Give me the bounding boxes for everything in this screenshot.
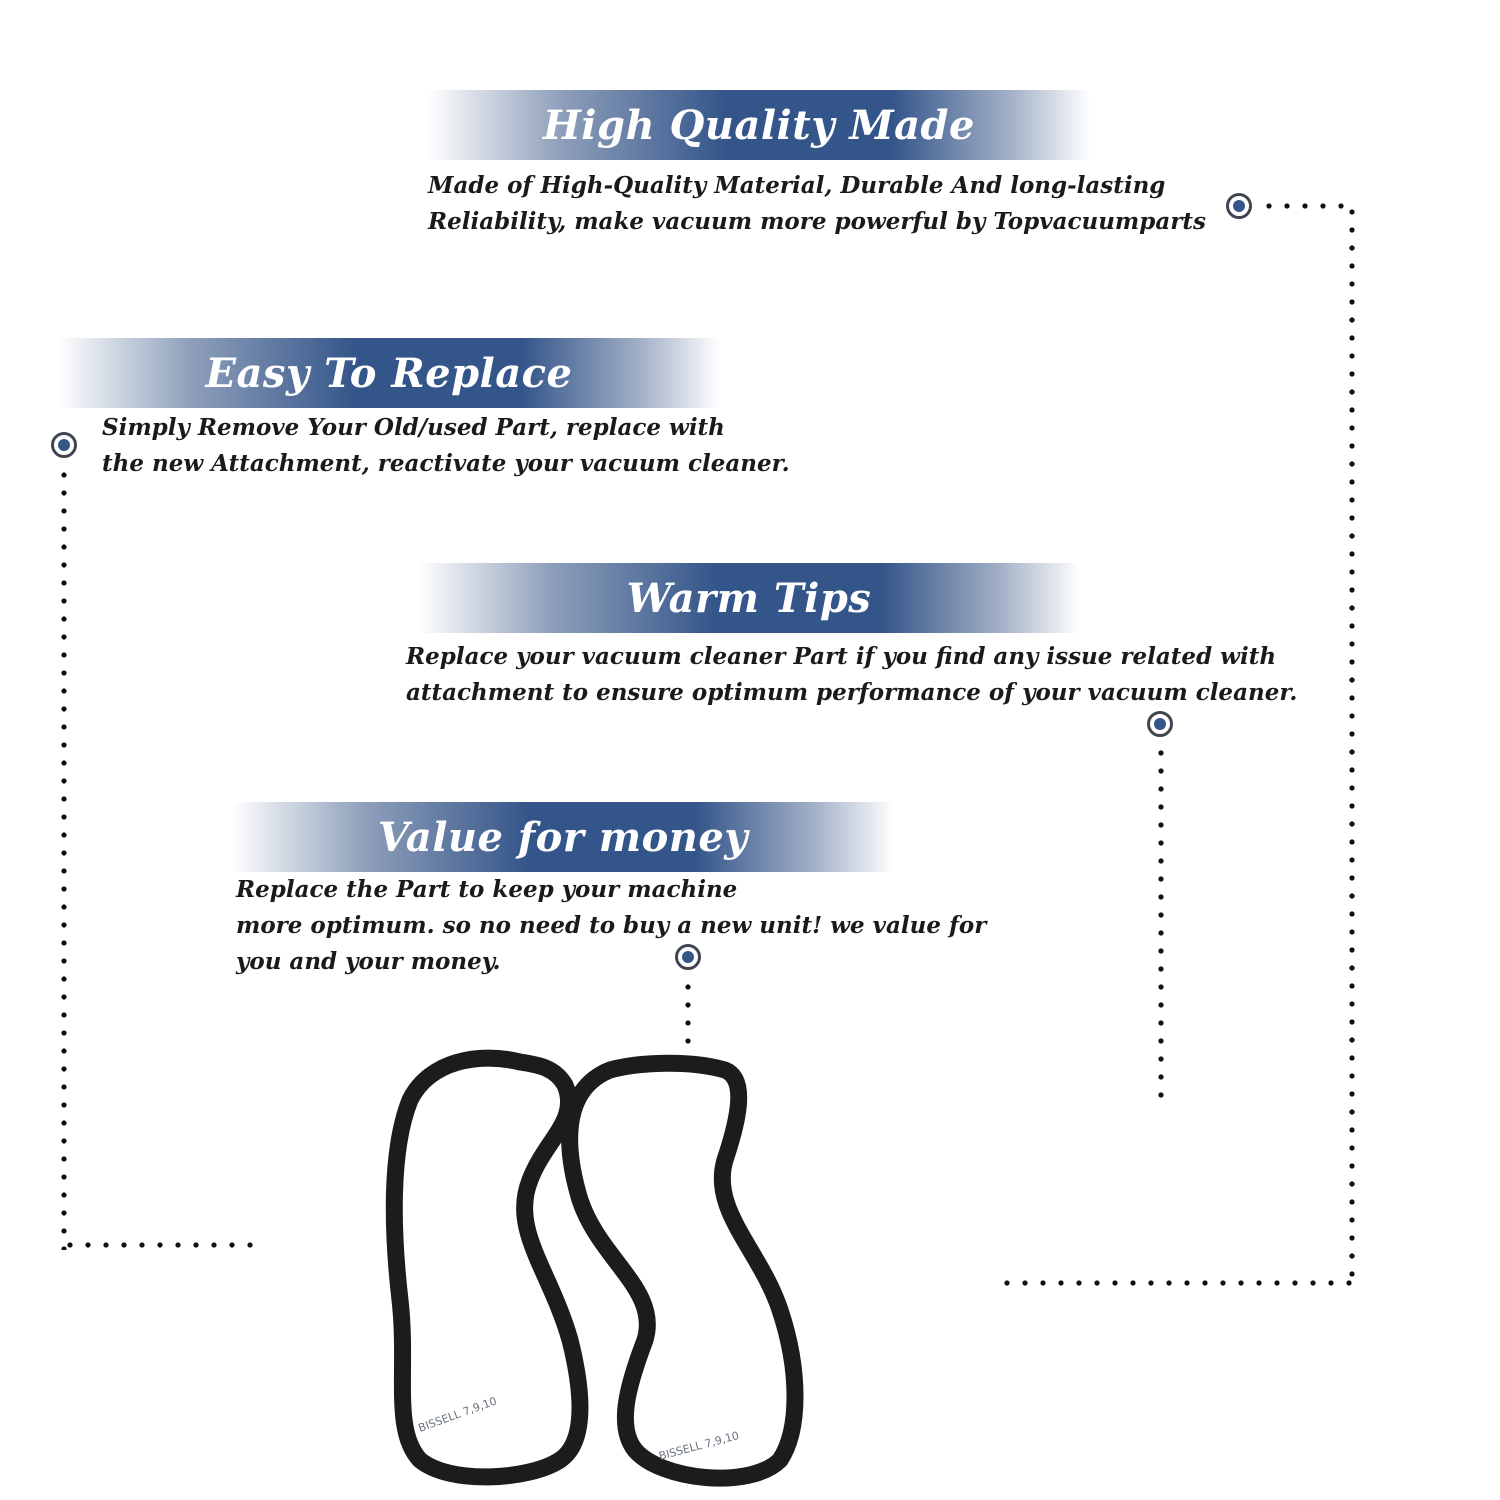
dotted-connector — [61, 1242, 265, 1248]
marker-dot-icon — [1226, 193, 1252, 219]
banner-warm-tips — [418, 563, 1080, 633]
section-title-high-quality: High Quality Made — [543, 101, 975, 149]
text-line: Reliability, make vacuum more powerful by Topvacuumparts — [428, 208, 1206, 235]
marker-dot-icon — [675, 944, 701, 970]
dotted-connector — [998, 1280, 1356, 1286]
banner-easy-replace — [58, 338, 720, 408]
text-line: the new Attachment, reactivate your vacuum cleaner. — [102, 450, 790, 477]
belt-print-text: BISSELL 7,9,10 — [416, 1394, 499, 1435]
dotted-connector — [61, 466, 67, 1250]
belt-print-text: BISSELL 7,9,10 — [657, 1429, 741, 1463]
section-text-warm-tips — [406, 639, 1297, 711]
vacuum-belt-image — [330, 1040, 890, 1490]
marker-dot-icon — [1147, 711, 1173, 737]
text-line: you and your money. — [236, 948, 501, 975]
marker-dot-icon — [51, 432, 77, 458]
section-title-value-money: Value for money — [377, 813, 749, 861]
banner-value-money — [232, 802, 894, 872]
dotted-connector — [1260, 203, 1356, 209]
text-line: Replace your vacuum cleaner Part if you find any issue related with — [406, 643, 1277, 670]
section-title-warm-tips: Warm Tips — [626, 574, 872, 622]
text-line: Simply Remove Your Old/used Part, replace with — [102, 414, 725, 441]
text-line: Replace the Part to keep your machine — [236, 876, 738, 903]
belt-icon — [330, 1040, 890, 1490]
text-line: more optimum. so no need to buy a new unit! we value for — [236, 912, 987, 939]
dotted-connector — [1349, 203, 1355, 1288]
text-line: attachment to ensure optimum performance of your vacuum cleaner. — [406, 679, 1298, 706]
section-title-easy-replace: Easy To Replace — [205, 349, 573, 397]
text-line: Made of High-Quality Material, Durable And long-lasting — [428, 172, 1166, 199]
section-text-easy-replace — [102, 410, 790, 482]
section-text-high-quality — [428, 168, 1206, 240]
banner-high-quality — [428, 90, 1090, 160]
dotted-connector — [1158, 744, 1164, 1104]
section-text-value-money — [236, 872, 986, 980]
